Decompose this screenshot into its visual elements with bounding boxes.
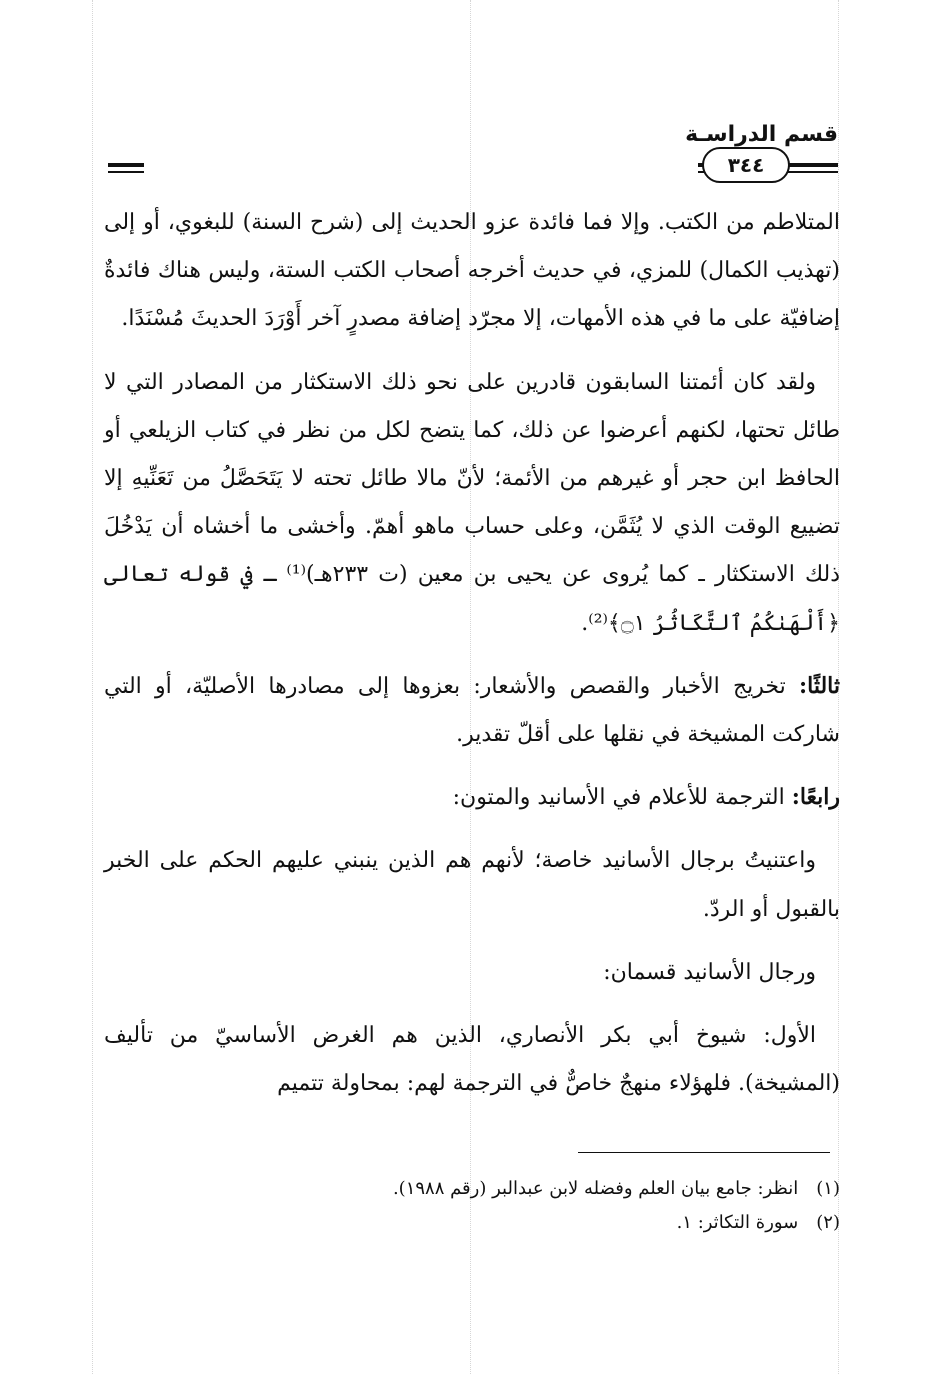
paragraph-lead: ثالثًا: (799, 672, 840, 699)
footnote-number: (١) (816, 1178, 840, 1199)
paragraph (104, 1011, 840, 1108)
running-title: قسم الدراسـة (685, 122, 838, 147)
header-rule-left-thick (108, 163, 144, 167)
footnote-text: سورة التكاثر: ١. (676, 1212, 799, 1233)
footnotes (104, 1172, 840, 1240)
paragraph-text: الأول: شيوخ أبي بكر الأنصاري، الذين هم الغرض الأساسيّ من تأليف (المشيخة). فلهؤلاء منهجٌ خاصٌّ في الترجمة لهم: بمحاولة تتميم (104, 1023, 840, 1097)
paragraph (104, 358, 840, 648)
paragraph (104, 198, 840, 344)
paragraph (104, 836, 840, 933)
paragraph-text: تخريج الأخبار والقصص والأشعار: بعزوها إلى مصادرها الأصليّة، أو التي شاركت المشيخة في نقلها على أقلّ تقدير. (104, 673, 840, 748)
paragraph-text: الترجمة للأعلام في الأسانيد والمتون: (452, 785, 792, 811)
main-text (104, 198, 840, 1122)
paragraph (104, 662, 840, 759)
paragraph-text: المتلاطم من الكتب. وإلا فما فائدة عزو الحديث إلى (شرح السنة) للبغوي، أو إلى (تهذيب الكمال) للمزي، في حديث أخرجه أصحاب الكتب الستة، وليس هناك فائدةٌ إضافيّة على ما في هذه الأمهات، إلا مجرّد إضافة مصدرٍ آخر أَوْرَدَ الحديثَ مُسْنَدًا. (104, 210, 840, 332)
header-rule-left-thin (108, 171, 144, 173)
paragraph (104, 773, 840, 822)
paragraph-text: ورجال الأسانيد قسمان: (603, 959, 816, 985)
footnote-text: انظر: جامع بيان العلم وفضله لابن عبدالبر (رقم ١٩٨٨). (392, 1178, 799, 1199)
footnote-separator (578, 1152, 830, 1153)
paragraph-lead: رابعًا: (791, 784, 840, 811)
scan-guide-line (92, 0, 93, 1374)
paragraph (104, 948, 840, 997)
footnote-number: (٢) (816, 1212, 840, 1233)
footnote (104, 1172, 840, 1206)
footnote (104, 1206, 840, 1240)
page-number: ٣٤٤ (702, 147, 790, 183)
paragraph-text: ولقد كان أئمتنا السابقون قادرين على نحو ذلك الاستكثار من المصادر التي لا طائل تحتها، لكنهم أعرضوا عن ذلك، كما يتضح لكل من نظر في كتاب الزيلعي أو الحافظ ابن حجر أو غيرهم من الأئمة؛ لأنّ مالا طائل تحته لا يَتَحَصَّلُ من تَعَنِّيهِ إلا تضييع الوقت الذي لا يُثَمَّن، وعلى حساب ماهو أهمّ. وأخشى ما أخشاه أن يَدْخُلَ ذلك الاستكثار ـ كما يُروى عن يحيى بن معين (ت ٢٣٣هـ)⁽¹⁾ ـ في قوله تعالى ﴿أَلْهَىٰكُمُ ٱلتَّكَاثُرُ ۝١﴾⁽²⁾. (104, 369, 840, 636)
paragraph-text: واعتنيتُ برجال الأسانيد خاصة؛ لأنهم هم الذين ينبني عليهم الحكم على الخبر بالقبول أو الردّ. (104, 848, 840, 922)
